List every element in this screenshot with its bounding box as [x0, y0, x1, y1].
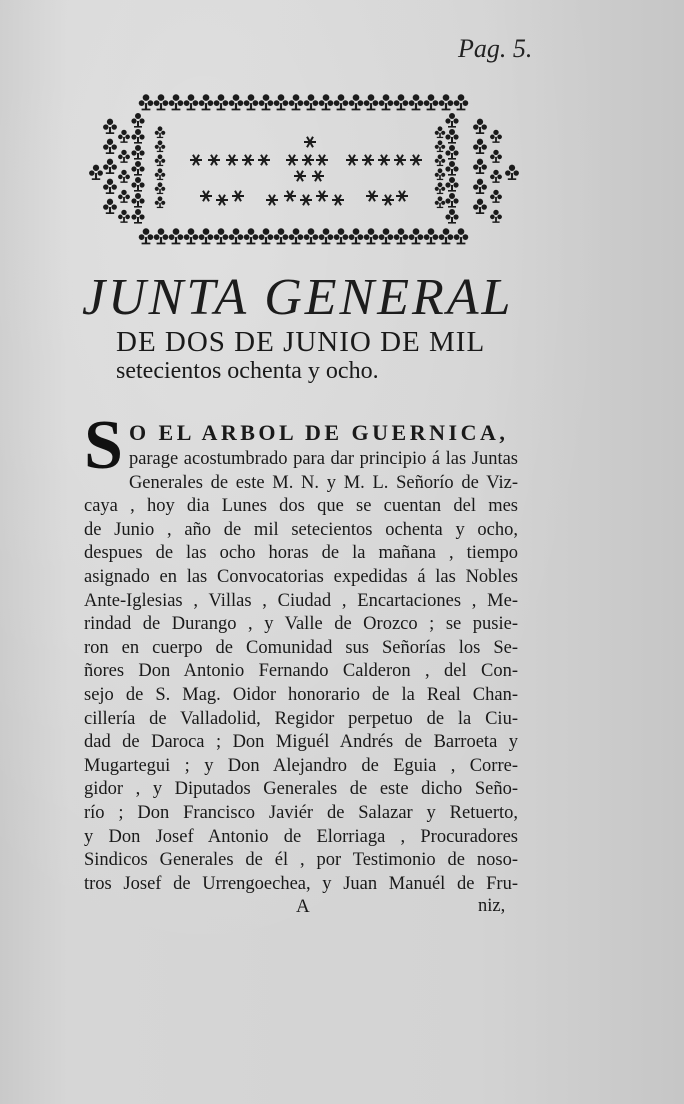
heading-subtitle-line2: setecientos ochenta y ocho. [116, 358, 379, 384]
body-line: gidor , y Diputados Generales de este dicho Seño- [84, 779, 518, 800]
body-line: rindad de Durango , y Valle de Orozco ; se pusie- [84, 614, 518, 635]
body-line: ñores Don Antonio Fernando Calderon , del Con- [84, 661, 518, 682]
body-line: Generales de este M. N. y M. L. Señorío de Viz- [128, 472, 518, 493]
heading-title: JUNTA GENERAL [82, 269, 514, 326]
body-line: dad de Daroca ; Don Miguél Andrés de Barroeta y [84, 732, 518, 753]
body-lines [84, 448, 518, 896]
body-line: Mugartegui ; y Don Alejandro de Eguia , Corre- [84, 755, 518, 776]
page-footer [0, 896, 684, 922]
signature-mark: A [296, 896, 310, 917]
body-line: sejo de S. Mag. Oidor honorario de la Real Chan- [84, 684, 518, 705]
body-line: despues de las ocho horas de la mañana , tiempo [84, 543, 518, 564]
page-number: Pag. 5. [458, 34, 533, 63]
body-line: tros Josef de Urrengoechea, y Juan Manuél de Fru- [84, 873, 518, 894]
body-line: río ; Don Francisco Javiér de Salazar y Retuerto, [84, 802, 518, 823]
first-line: O EL ARBOL DE GUERNICA, [128, 420, 509, 445]
heading-subtitle-line1: DE DOS DE JUNIO DE MIL [116, 326, 486, 358]
body-line: parage acostumbrado para dar principio á las Juntas [128, 449, 518, 469]
body-line: y Don Josef Antonio de Elorriaga , Procuradores [84, 826, 518, 847]
body-line: Ante-Iglesias , Villas , Ciudad , Encartaciones , Me- [84, 590, 518, 611]
ornament-border-icon [0, 0, 684, 260]
drop-cap: S [84, 407, 123, 484]
body-line: asignado en las Convocatorias expedidas á las Nobles [84, 566, 518, 587]
body-line: de Junio , año de mil setecientos ochenta y ocho, [84, 519, 518, 540]
body-line: Sindicos Generales de él , por Testimonio de noso- [84, 850, 518, 871]
body-text [84, 407, 518, 896]
body-line: ron en cuerpo de Comunidad sus Señorías los Se- [84, 637, 518, 658]
body-line: caya , hoy dia Lunes dos que se cuentan del mes [84, 496, 518, 517]
body-line: cillería de Valladolid, Regidor perpetuo de la Ciu- [84, 708, 518, 729]
catchword: niz, [478, 896, 506, 916]
